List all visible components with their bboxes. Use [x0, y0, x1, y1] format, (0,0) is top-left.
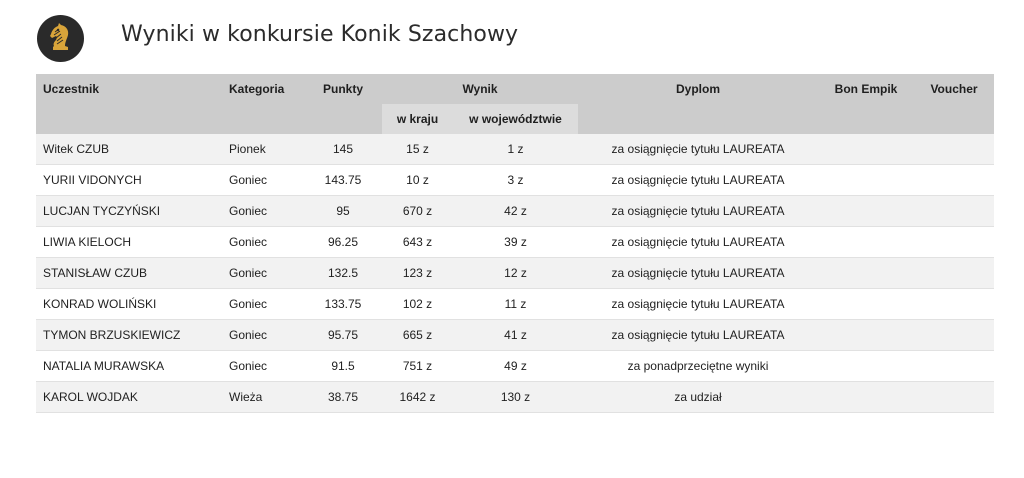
result-region: 3 z: [453, 165, 578, 196]
category: Pionek: [222, 134, 304, 165]
result-region: 41 z: [453, 320, 578, 351]
table-row: [36, 165, 994, 196]
results-table-body: [36, 134, 994, 413]
points: 132.5: [304, 258, 382, 289]
empik-voucher: [818, 289, 914, 320]
category: Goniec: [222, 289, 304, 320]
table-row: [36, 134, 994, 165]
points: 145: [304, 134, 382, 165]
results-table: [36, 74, 994, 413]
points: 95.75: [304, 320, 382, 351]
result-region: 12 z: [453, 258, 578, 289]
result-country: 670 z: [382, 196, 453, 227]
chess-knight-icon: [37, 15, 84, 62]
diploma: za udział: [578, 382, 818, 413]
empik-voucher: [818, 320, 914, 351]
column-header-points[interactable]: Punkty: [304, 74, 382, 134]
logo[interactable]: [37, 15, 84, 62]
points: 38.75: [304, 382, 382, 413]
result-region: 49 z: [453, 351, 578, 382]
voucher: [914, 227, 994, 258]
points: 95: [304, 196, 382, 227]
result-country: 123 z: [382, 258, 453, 289]
voucher: [914, 258, 994, 289]
category: Goniec: [222, 196, 304, 227]
participant-name: LUCJAN TYCZYŃSKI: [36, 196, 222, 227]
result-region: 11 z: [453, 289, 578, 320]
column-header-category[interactable]: Kategoria: [222, 74, 304, 134]
voucher: [914, 165, 994, 196]
column-header-result[interactable]: Wynik: [382, 74, 578, 104]
column-header-result-country[interactable]: w kraju: [382, 104, 453, 134]
empik-voucher: [818, 165, 914, 196]
participant-name: NATALIA MURAWSKA: [36, 351, 222, 382]
table-row: [36, 258, 994, 289]
diploma: za osiągnięcie tytułu LAUREATA: [578, 320, 818, 351]
table-row: [36, 382, 994, 413]
empik-voucher: [818, 196, 914, 227]
points: 143.75: [304, 165, 382, 196]
participant-name: LIWIA KIELOCH: [36, 227, 222, 258]
empik-voucher: [818, 351, 914, 382]
table-row: [36, 227, 994, 258]
category: Goniec: [222, 165, 304, 196]
voucher: [914, 134, 994, 165]
column-header-participant[interactable]: Uczestnik: [36, 74, 222, 134]
result-region: 42 z: [453, 196, 578, 227]
result-region: 1 z: [453, 134, 578, 165]
empik-voucher: [818, 134, 914, 165]
participant-name: YURII VIDONYCH: [36, 165, 222, 196]
result-country: 15 z: [382, 134, 453, 165]
points: 91.5: [304, 351, 382, 382]
diploma: za osiągnięcie tytułu LAUREATA: [578, 258, 818, 289]
voucher: [914, 382, 994, 413]
participant-name: KONRAD WOLIŃSKI: [36, 289, 222, 320]
points: 96.25: [304, 227, 382, 258]
table-row: [36, 289, 994, 320]
diploma: za osiągnięcie tytułu LAUREATA: [578, 134, 818, 165]
empik-voucher: [818, 258, 914, 289]
category: Goniec: [222, 351, 304, 382]
column-header-diploma[interactable]: Dyplom: [578, 74, 818, 134]
points: 133.75: [304, 289, 382, 320]
diploma: za osiągnięcie tytułu LAUREATA: [578, 165, 818, 196]
result-region: 130 z: [453, 382, 578, 413]
voucher: [914, 320, 994, 351]
result-country: 643 z: [382, 227, 453, 258]
column-header-result-region[interactable]: w województwie: [453, 104, 578, 134]
diploma: za osiągnięcie tytułu LAUREATA: [578, 227, 818, 258]
category: Goniec: [222, 227, 304, 258]
table-row: [36, 351, 994, 382]
voucher: [914, 351, 994, 382]
column-header-voucher[interactable]: Voucher: [914, 74, 994, 134]
diploma: za osiągnięcie tytułu LAUREATA: [578, 289, 818, 320]
result-country: 10 z: [382, 165, 453, 196]
result-country: 665 z: [382, 320, 453, 351]
voucher: [914, 289, 994, 320]
participant-name: STANISŁAW CZUB: [36, 258, 222, 289]
result-country: 102 z: [382, 289, 453, 320]
result-country: 751 z: [382, 351, 453, 382]
table-row: [36, 320, 994, 351]
page-title: Wyniki w konkursie Konik Szachowy: [121, 22, 519, 47]
result-region: 39 z: [453, 227, 578, 258]
category: Goniec: [222, 320, 304, 351]
voucher: [914, 196, 994, 227]
category: Goniec: [222, 258, 304, 289]
column-header-empik[interactable]: Bon Empik: [818, 74, 914, 134]
empik-voucher: [818, 382, 914, 413]
participant-name: TYMON BRZUSKIEWICZ: [36, 320, 222, 351]
category: Wieża: [222, 382, 304, 413]
diploma: za ponadprzeciętne wyniki: [578, 351, 818, 382]
participant-name: KAROL WOJDAK: [36, 382, 222, 413]
participant-name: Witek CZUB: [36, 134, 222, 165]
table-row: [36, 196, 994, 227]
diploma: za osiągnięcie tytułu LAUREATA: [578, 196, 818, 227]
result-country: 1642 z: [382, 382, 453, 413]
empik-voucher: [818, 227, 914, 258]
